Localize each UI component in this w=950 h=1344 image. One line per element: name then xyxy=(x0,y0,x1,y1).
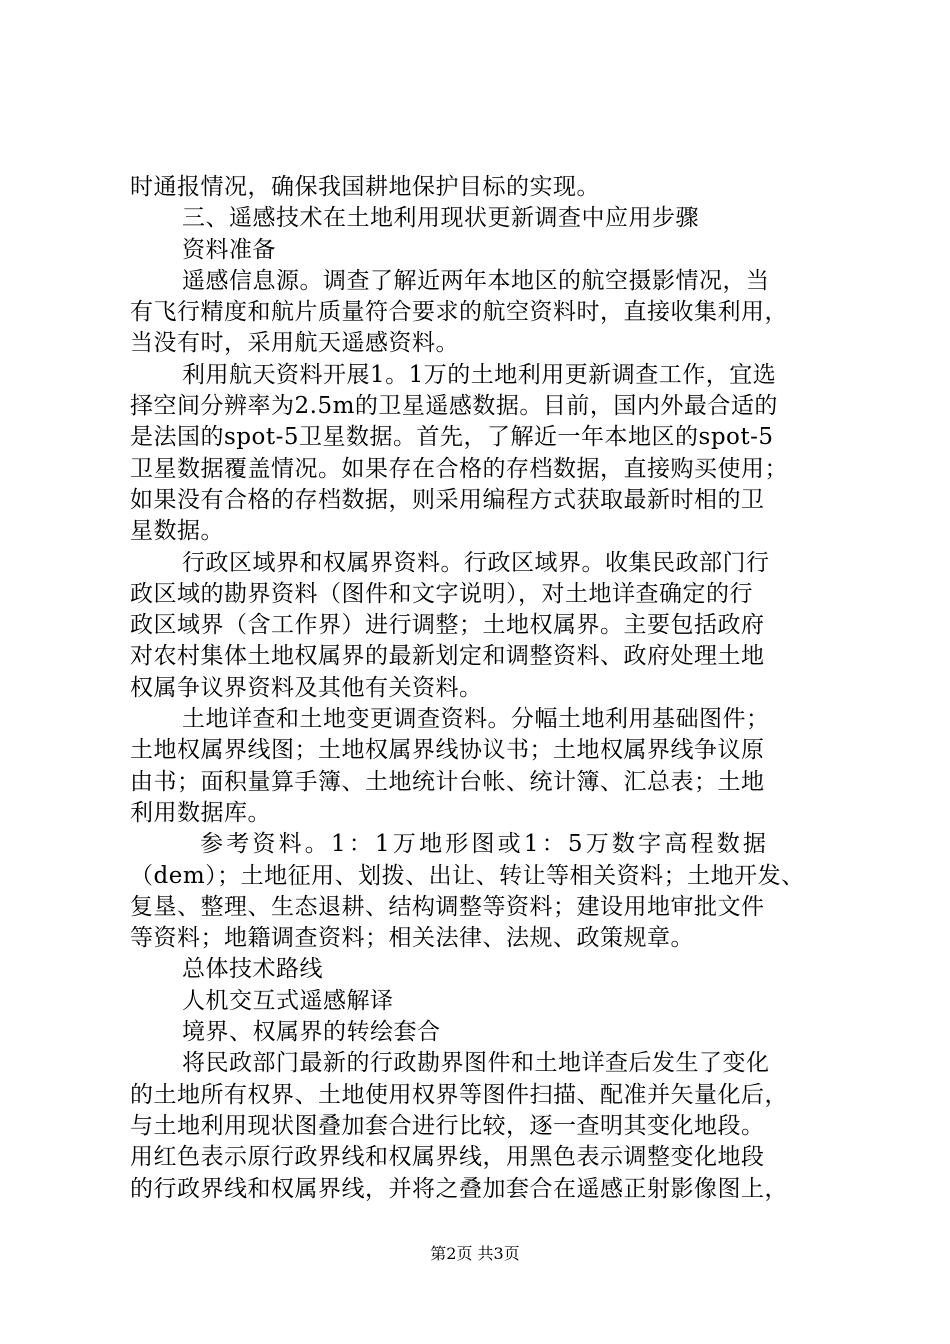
text-line: 等资料；地籍调查资料；相关法律、法规、政策规章。 xyxy=(130,925,694,952)
text-line: 的土地所有权界、土地使用权界等图件扫描、配准并矢量化后， xyxy=(130,1081,788,1108)
text-line: 将民政部门最新的行政勘界图件和土地详查后发生了变化 xyxy=(182,1050,770,1077)
text-line: 是法国的spot-5卫星数据。首先，了解近一年本地区的spot-5 xyxy=(130,424,774,451)
text-line: 政区域的勘界资料（图件和文字说明），对土地详查确定的行 xyxy=(130,580,753,607)
section-heading: 三、遥感技术在土地利用现状更新调查中应用步骤 xyxy=(182,205,699,232)
text-line: 遥感信息源。调查了解近两年本地区的航空摄影情况，当 xyxy=(182,267,770,294)
text-line: 利用航天资料开展1。1万的土地利用更新调查工作，宜选 xyxy=(182,361,777,388)
text-line: 行政区域界和权属界资料。行政区域界。收集民政部门行 xyxy=(182,549,770,576)
subsection-heading: 总体技术路线 xyxy=(182,956,323,983)
subsection-heading: 资料准备 xyxy=(182,236,276,263)
text-line: 利用数据库。 xyxy=(130,799,271,826)
text-line: （dem）；土地征用、划拨、出让、转让等相关资料；土地开发、 xyxy=(130,862,805,889)
page-number-footer: 第2页 共3页 xyxy=(430,1244,520,1263)
text-line: 卫星数据覆盖情况。如果存在合格的存档数据，直接购买使用； xyxy=(130,455,788,482)
text-line: 如果没有合格的存档数据，则采用编程方式获取最新时相的卫 xyxy=(130,486,765,513)
text-line: 用红色表示原行政界线和权属界线，用黑色表示调整变化地段 xyxy=(130,1144,765,1171)
text-line: 权属争议界资料及其他有关资料。 xyxy=(130,674,483,701)
text-line: 对农村集体土地权属界的最新划定和调整资料、政府处理土地 xyxy=(130,643,765,670)
text-line: 土地详查和土地变更调查资料。分幅土地利用基础图件； xyxy=(182,706,770,733)
text-line: 择空间分辨率为2.5m的卫星遥感数据。目前，国内外最合适的 xyxy=(130,393,778,420)
text-line: 由书；面积量算手簿、土地统计台帐、统计簿、汇总表；土地 xyxy=(130,768,765,795)
text-line: 星数据。 xyxy=(130,518,224,545)
text-line: 与土地利用现状图叠加套合进行比较，逐一查明其变化地段。 xyxy=(130,1112,765,1139)
subsection-heading: 人机交互式遥感解译 xyxy=(182,987,394,1014)
text-line: 政区域界（含工作界）进行调整；土地权属界。主要包括政府 xyxy=(130,612,765,639)
text-line: 复垦、整理、生态退耕、结构调整等资料；建设用地审批文件 xyxy=(130,893,765,920)
text-line: 的行政界线和权属界线，并将之叠加套合在遥感正射影像图上， xyxy=(130,1175,788,1202)
text-line: 参考资料。1：1万地形图或1：5万数字高程数据 xyxy=(200,831,770,858)
text-line: 有飞行精度和航片质量符合要求的航空资料时，直接收集利用， xyxy=(130,299,788,326)
document-body xyxy=(130,172,830,1205)
text-line: 时通报情况，确保我国耕地保护目标的实现。 xyxy=(130,174,600,200)
text-line: 土地权属界线图；土地权属界线协议书；土地权属界线争议原 xyxy=(130,737,765,764)
subsection-heading: 境界、权属界的转绘套合 xyxy=(182,1019,441,1046)
text-line: 当没有时，采用航天遥感资料。 xyxy=(130,330,459,357)
